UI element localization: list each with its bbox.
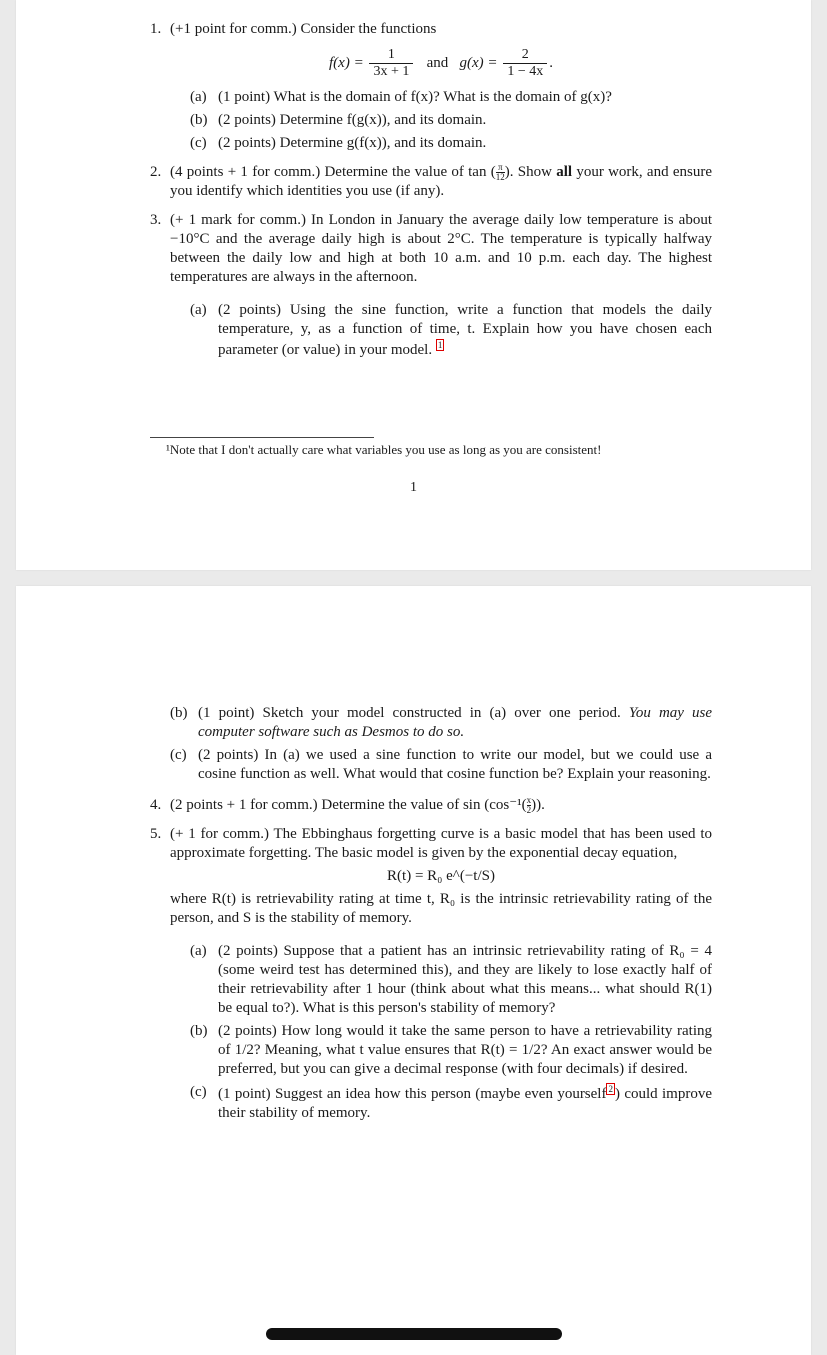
part-text: (2 points) Determine f(g(x)), and its domain.	[218, 112, 487, 128]
twelve: 12	[495, 172, 505, 183]
question-text: (+ 1 for comm.) The Ebbinghaus forgetting curve is a basic model that has been used to approximate forgetting. The basic model is given by the exponential decay equation,	[170, 826, 712, 862]
g-lhs: g(x) =	[459, 54, 498, 71]
f-lhs: f(x) =	[329, 54, 364, 71]
question-3a	[190, 301, 712, 360]
variable-definitions: where R(t) is retrievability rating at time t, R₀ is the intrinsic retrievability rating of the person, and S is the stability of memory.	[170, 891, 712, 927]
part-text: (1 point) Suggest an idea how this person (maybe even yourself	[218, 1086, 607, 1103]
part-text-italic: You may use computer software such as Desmos to do so.	[198, 705, 713, 740]
expression-open: (cos⁻¹	[484, 797, 522, 813]
question-5	[150, 825, 712, 1123]
part-text: (1 point) What is the domain of f(x)? What is the domain of g(x)?	[218, 89, 612, 105]
page-2	[16, 586, 811, 1355]
question-text: (4 points + 1 for comm.) Determine the value of tan	[170, 164, 487, 180]
x-over-2	[527, 796, 532, 815]
part-label: (a)	[190, 302, 207, 319]
part-label: (b)	[190, 1023, 208, 1040]
home-indicator[interactable]	[266, 1328, 562, 1340]
footnote-1: ¹Note that I don't actually care what variables you use as long as you are consistent!	[166, 442, 602, 457]
part-text: (2 points) Using the sine function, write a function that models the daily temperature, y, as a function of time, t. Explain how you have chosen each parameter (or value) in your model.	[218, 302, 712, 359]
question-1a	[190, 88, 712, 107]
question-number: 3.	[150, 212, 162, 229]
two: 2	[526, 805, 532, 816]
pi-over-12	[496, 163, 505, 182]
question-number: 4.	[150, 797, 162, 813]
question-text: (+1 point for comm.) Consider the functions	[170, 21, 437, 37]
expression-close: ).	[536, 797, 545, 813]
x-var: x	[526, 795, 532, 806]
question-text-end: your work, and ensure you identify which identities you use (if any).	[170, 164, 713, 200]
f-denominator: 3x + 1	[373, 64, 410, 79]
and-text: and	[426, 54, 449, 71]
page-1-content	[150, 20, 712, 370]
g-denominator: 1 − 4x	[507, 64, 544, 79]
question-5c	[190, 1083, 712, 1123]
question-4: 4. (2 points + 1 for comm.) Determine the value of sin (cos⁻¹( $\frac{x}{2}$)).	[150, 795, 545, 816]
part-label: (c)	[190, 135, 207, 151]
g-fraction	[503, 47, 547, 80]
question-2: 2. (4 points + 1 for comm.) Determine the value of tan ( $\frac{\pi}{12}$). Show all your work, and ensure you identify which identities you use (if any).	[150, 162, 713, 200]
question-text: (2 points + 1 for comm.) Determine the value of sin	[170, 797, 481, 813]
forgetting-equation: R(t) = R₀ e^(−t/S)	[387, 868, 495, 885]
part-label: (c)	[170, 747, 187, 763]
part-label: (a)	[190, 89, 207, 105]
footnote-link-2[interactable]: 2	[608, 1084, 613, 1095]
question-5b	[190, 1022, 712, 1079]
page-2-content	[150, 704, 712, 1133]
f-fraction	[369, 47, 413, 80]
footnote-link-1[interactable]: 1	[437, 340, 443, 351]
part-text: (1 point) Sketch your model constructed in (a) over one period.	[198, 705, 621, 721]
emphasis-all: all	[556, 164, 573, 180]
question-3	[150, 211, 712, 360]
question-3b	[170, 704, 712, 742]
question-5a	[190, 942, 712, 1018]
part-text: (2 points) Determine g(f(x)), and its domain.	[218, 135, 487, 151]
question-1b	[190, 111, 712, 130]
question-text-mid: . Show	[509, 164, 552, 180]
question-text: (+ 1 mark for comm.) In London in January the average daily low temperature is about −10°C and the average daily high is about 2°C. The temperature is typically halfway between the daily low and high at both 10 a.m. and 10 p.m. each day. The highest temperatures are always in the afternoon.	[170, 212, 712, 286]
question-number: 2.	[150, 164, 162, 180]
part-text: (2 points) In (a) we used a sine function to write our model, but we could use a cosine function as well. What would that cosine function be? Explain your reasoning.	[198, 747, 712, 782]
part-text: (2 points) How long would it take the same person to have a retrievability rating of 1/2? Meaning, what t value ensures that R(t) = 1/2? An exact answer would be preferred, but you can give a decimal response (with four decimals) if desired.	[218, 1023, 712, 1078]
question-number: 1.	[150, 21, 162, 37]
part-label: (c)	[190, 1084, 207, 1101]
g-numerator: 2	[503, 47, 547, 64]
part-text-end: ) could improve their stability of memory.	[218, 1086, 712, 1122]
footnote-divider	[150, 437, 374, 438]
f-numerator: 1	[369, 47, 413, 64]
function-definitions: f(x) = $\frac{1}{3x + 1}$ and g(x) = $\frac{2}{1 - 4x}$ .	[329, 47, 553, 79]
question-1	[150, 20, 712, 153]
part-label: (b)	[170, 705, 188, 721]
question-number: 5.	[150, 826, 162, 843]
pi-symbol: π	[496, 163, 505, 173]
question-1c	[190, 134, 712, 153]
part-label: (b)	[190, 112, 208, 128]
question-3c	[170, 746, 712, 784]
part-label: (a)	[190, 943, 207, 960]
part-text: (2 points) Suppose that a patient has an intrinsic retrievability rating of R₀ = 4 (some weird test has determined this), and they are likely to lose exactly half of their retrievability after 1 hour (think about what this means... what should R(1) be equal to?). What is this person's stability of memory?	[218, 943, 712, 1017]
page-1	[16, 0, 811, 570]
page-number: 1	[410, 480, 417, 495]
